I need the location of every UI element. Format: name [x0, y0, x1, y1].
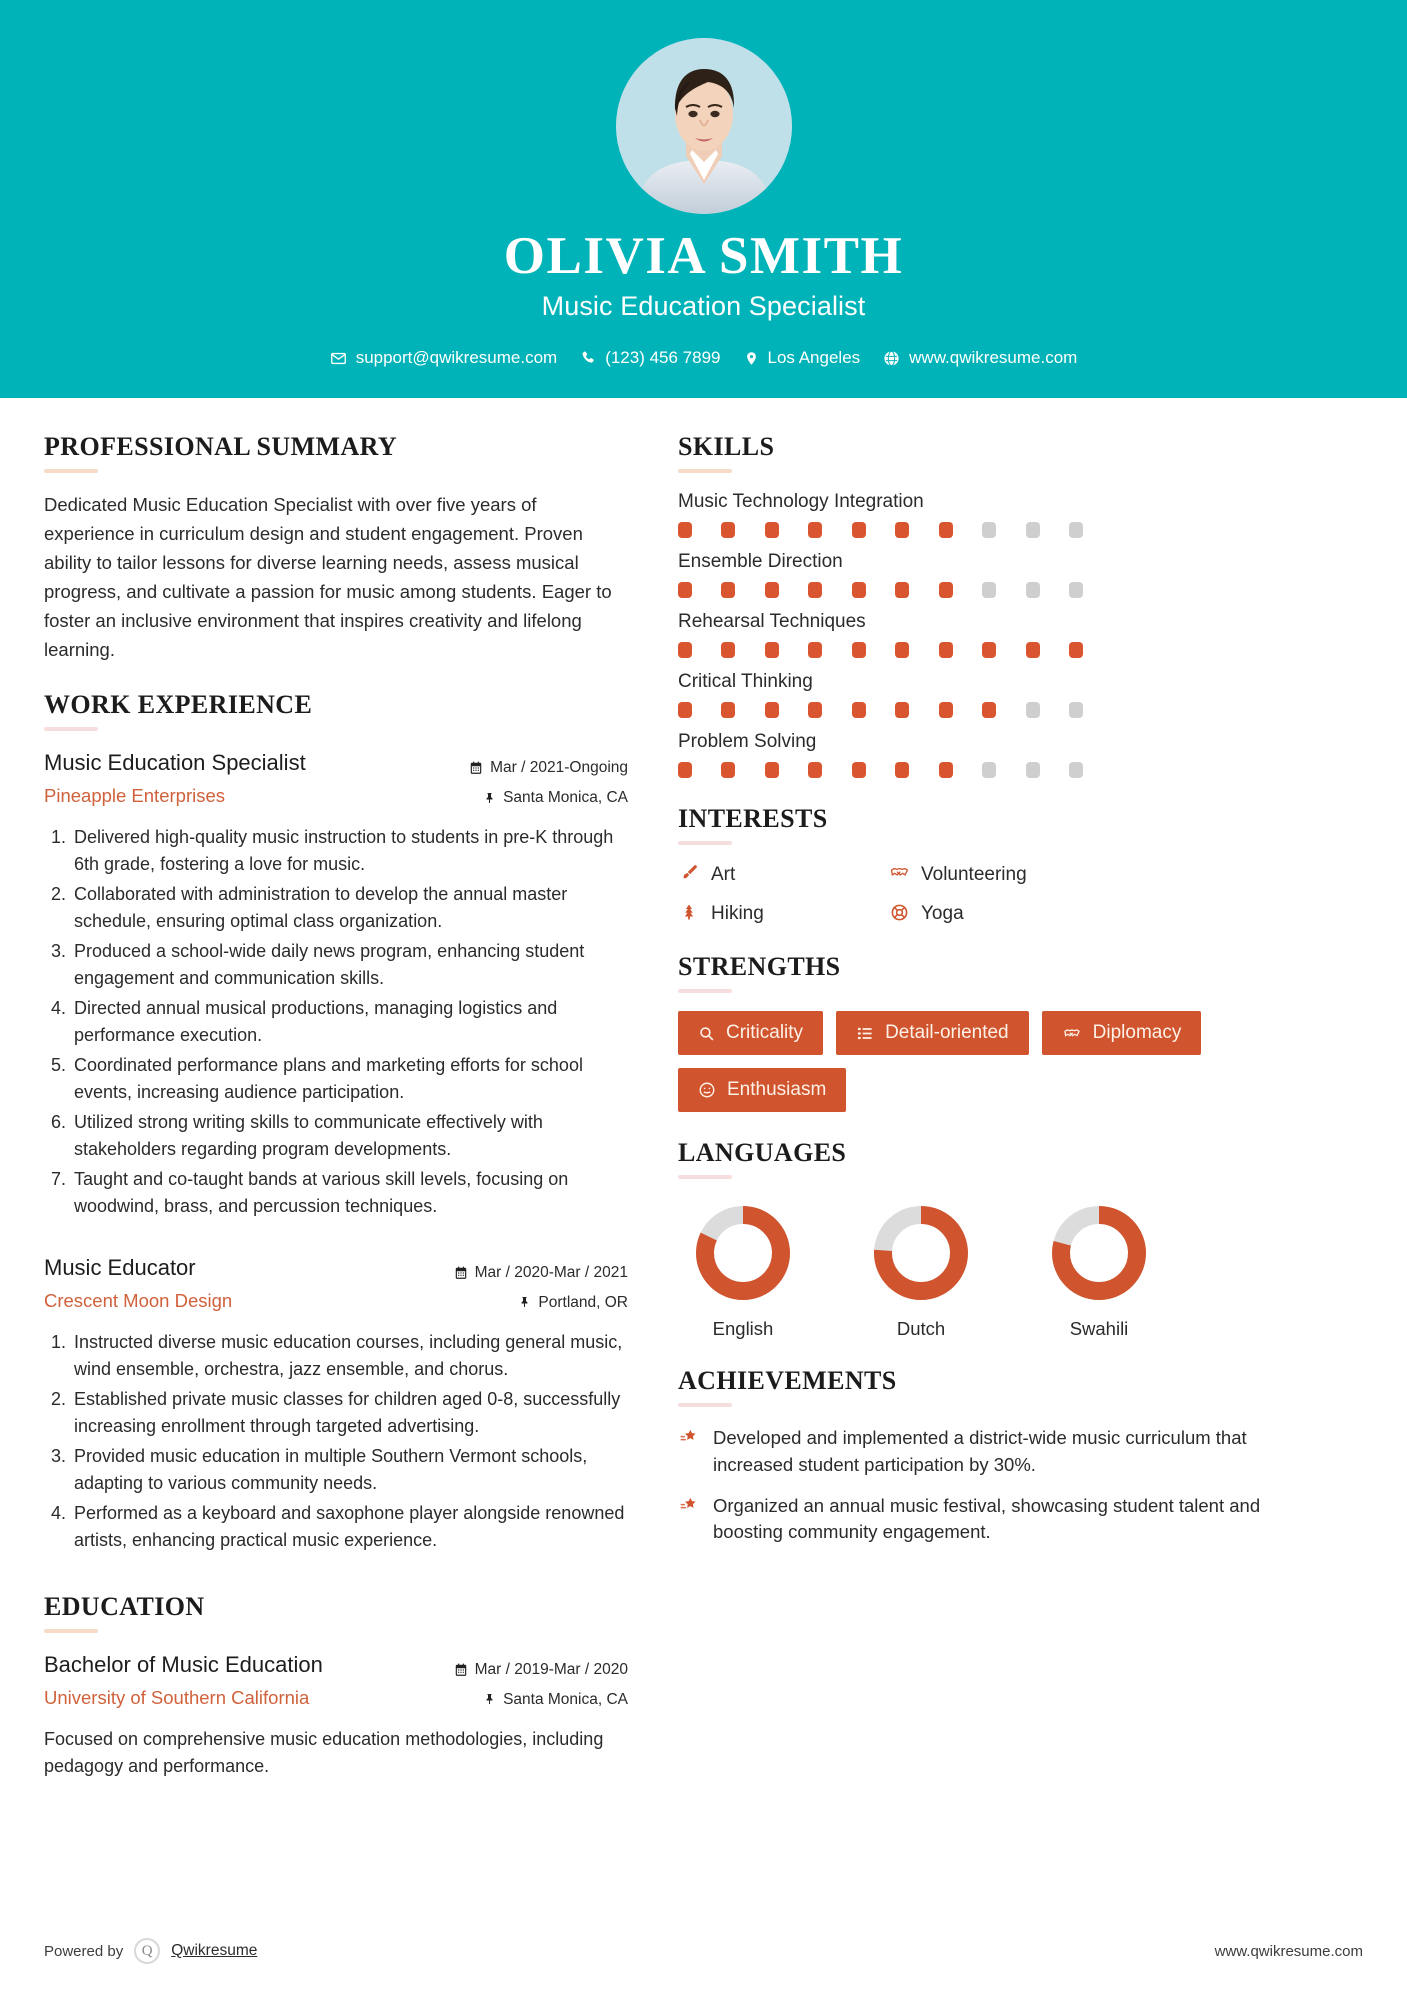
skill-dot: [678, 522, 692, 538]
skill-dot: [982, 762, 996, 778]
qwikresume-brand-link[interactable]: Qwikresume: [171, 1942, 258, 1959]
section-heading: WORK EXPERIENCE: [44, 690, 313, 720]
skill-dot: [1026, 582, 1040, 598]
education-dates-text: Mar / 2019-Mar / 2020: [474, 1661, 628, 1679]
pushpin-icon: [484, 791, 496, 805]
skill-dot: [678, 582, 692, 598]
interest-item: [678, 902, 888, 926]
skill-dot: [765, 762, 779, 778]
skill-label: Critical Thinking: [678, 671, 813, 693]
smiley-icon: [698, 1081, 716, 1099]
list-item: 1. Delivered high-quality music instruction to students in pre-K through 6th grade, fostering a love for music.: [71, 824, 628, 878]
section-skills: [678, 432, 1324, 778]
skill-dot: [982, 582, 996, 598]
work-role: Music Educator: [44, 1255, 196, 1281]
skill-label: Music Technology Integration: [678, 491, 924, 513]
contact-website[interactable]: [877, 348, 1083, 368]
section-heading: EDUCATION: [44, 1592, 205, 1622]
education-dates: [414, 1655, 628, 1684]
lifebuoy-icon: [888, 903, 910, 926]
skill-item: [678, 671, 1324, 718]
skill-dot: [765, 642, 779, 658]
skill-rating: [678, 762, 1083, 778]
work-role: Music Education Specialist: [44, 750, 306, 776]
skill-rating: [678, 702, 1083, 718]
section-heading: LANGUAGES: [678, 1138, 847, 1168]
strength-label: Detail-oriented: [885, 1022, 1009, 1044]
skill-dot: [895, 582, 909, 598]
list-item: 4. Directed annual musical productions, managing logistics and performance execution.: [71, 995, 628, 1049]
job-title: Music Education Specialist: [541, 291, 866, 322]
work-bullets: [44, 1329, 628, 1554]
strength-chip-diplomacy[interactable]: [1042, 1011, 1202, 1055]
language-donut: [1049, 1203, 1149, 1303]
skill-dot: [1069, 522, 1083, 538]
skill-dot: [939, 522, 953, 538]
skill-dot: [852, 642, 866, 658]
section-heading: INTERESTS: [678, 804, 828, 834]
right-column: [664, 432, 1324, 1908]
contact-location[interactable]: [738, 348, 867, 368]
handshake-icon: [888, 863, 910, 886]
skill-dot: [1069, 582, 1083, 598]
language-label: Swahili: [1069, 1318, 1129, 1340]
section-heading: ACHIEVEMENTS: [678, 1366, 897, 1396]
skill-dot: [982, 642, 996, 658]
strength-label: Diplomacy: [1092, 1022, 1182, 1044]
language-label: Dutch: [896, 1318, 946, 1340]
work-location-text: Santa Monica, CA: [503, 788, 628, 806]
resume-footer: [0, 1908, 1407, 1990]
skill-label: Ensemble Direction: [678, 551, 843, 573]
section-strengths: [678, 952, 1324, 1112]
star-badge-icon: [678, 1425, 700, 1453]
skill-dot: [895, 522, 909, 538]
calendar-icon: [454, 1663, 468, 1677]
list-item: 4. Performed as a keyboard and saxophone player alongside renowned artists, enhancing practical music experience.: [71, 1500, 628, 1554]
list-item: 6. Utilized strong writing skills to communicate effectively with stakeholders regarding program developments.: [71, 1109, 628, 1163]
skill-dot: [939, 702, 953, 718]
avatar: [616, 38, 792, 214]
education-description: Focused on comprehensive music education methodologies, including pedagogy and performance.: [44, 1729, 604, 1777]
work-entry: [44, 749, 628, 1220]
skill-dot: [1026, 762, 1040, 778]
skill-label: Problem Solving: [678, 731, 817, 753]
footer-url[interactable]: www.qwikresume.com: [1214, 1942, 1363, 1960]
list-icon: [856, 1025, 874, 1042]
section-heading: PROFESSIONAL SUMMARY: [44, 432, 398, 462]
work-company: Pineapple Enterprises: [44, 784, 225, 806]
section-interests: [678, 804, 1324, 926]
skill-dot: [808, 582, 822, 598]
calendar-icon: [469, 761, 483, 775]
skill-dot: [852, 522, 866, 538]
powered-by: [44, 1938, 257, 1964]
skill-dot: [808, 642, 822, 658]
skill-dot: [982, 522, 996, 538]
skill-item: [678, 491, 1324, 538]
skill-dot: [765, 522, 779, 538]
strength-label: Enthusiasm: [727, 1079, 827, 1101]
avatar-photo: [616, 38, 792, 214]
skill-dot: [895, 702, 909, 718]
language-donut: [693, 1203, 793, 1303]
achievement-item: [678, 1493, 1324, 1546]
map-pin-icon: [744, 350, 759, 367]
list-item: 3. Produced a school-wide daily news program, enhancing student engagement and communication skills.: [71, 938, 628, 992]
list-item: 3. Provided music education in multiple Southern Vermont schools, adapting to various community needs.: [71, 1443, 628, 1497]
skill-dot: [895, 642, 909, 658]
interests-grid: [678, 863, 1324, 926]
skill-item: [678, 551, 1324, 598]
skill-dot: [939, 642, 953, 658]
skill-dot: [852, 582, 866, 598]
left-column: [44, 432, 664, 1908]
contact-email-text: support@qwikresume.com: [355, 348, 558, 368]
skill-dot: [1069, 642, 1083, 658]
interest-label: Art: [711, 863, 736, 885]
education-school: University of Southern California: [44, 1686, 310, 1708]
section-work-experience: [44, 690, 628, 1554]
skill-dot: [721, 582, 735, 598]
pushpin-icon: [484, 1692, 496, 1706]
section-rule: [44, 727, 98, 731]
skill-dot: [1026, 522, 1040, 538]
work-bullets: [44, 824, 628, 1220]
contact-bar: [0, 348, 1407, 368]
section-rule: [678, 841, 732, 845]
skill-dot: [678, 702, 692, 718]
work-location: [414, 1288, 628, 1317]
summary-text: Dedicated Music Education Specialist with over five years of experience in curriculum design and student engagement. Proven ability to tailor lessons for diverse learning needs, assess musical progress, and cultivate a passion for music among students. Eager to foster an inclusive environment that inspires creativity and lifelong learning.: [44, 494, 612, 660]
skill-dot: [852, 762, 866, 778]
phone-icon: [580, 350, 596, 366]
skill-dot: [678, 762, 692, 778]
achievement-text: Developed and implemented a district-wide music curriculum that increased student participation by 30%.: [713, 1427, 1247, 1475]
skill-dot: [1069, 702, 1083, 718]
section-rule: [678, 1175, 732, 1179]
list-item: 1. Instructed diverse music education courses, including general music, wind ensemble, orchestra, jazz ensemble, and chorus.: [71, 1329, 628, 1383]
work-location: [414, 783, 628, 812]
skill-dot: [721, 762, 735, 778]
skill-dot: [1026, 702, 1040, 718]
skill-dot: [808, 702, 822, 718]
globe-icon: [883, 350, 900, 367]
achievement-item: [678, 1425, 1324, 1478]
resume-body: [0, 398, 1407, 1908]
language-item: [678, 1203, 808, 1340]
section-languages: [678, 1138, 1324, 1340]
section-rule: [678, 989, 732, 993]
skill-dot: [939, 762, 953, 778]
skill-dot: [852, 702, 866, 718]
interest-item: [888, 863, 1324, 886]
handshake-icon: [1062, 1025, 1082, 1042]
skill-dot: [721, 702, 735, 718]
section-achievements: [678, 1366, 1324, 1545]
skill-dot: [721, 522, 735, 538]
education-degree: Bachelor of Music Education: [44, 1652, 323, 1678]
section-education: [44, 1592, 628, 1780]
envelope-icon: [330, 350, 347, 367]
interest-label: Yoga: [921, 903, 964, 925]
strength-chip-detail-oriented[interactable]: [836, 1011, 1029, 1055]
work-dates-text: Mar / 2021-Ongoing: [490, 759, 628, 777]
achievement-text: Organized an annual music festival, showcasing student talent and boosting community engagement.: [713, 1494, 1261, 1543]
education-location-text: Santa Monica, CA: [503, 1690, 628, 1708]
section-heading: SKILLS: [678, 432, 775, 462]
skill-dot: [765, 702, 779, 718]
languages-list: [678, 1197, 1324, 1340]
strengths-list: [678, 1011, 1324, 1112]
contact-website-text: www.qwikresume.com: [909, 348, 1078, 368]
work-location-text: Portland, OR: [538, 1293, 628, 1311]
contact-phone[interactable]: [574, 348, 726, 368]
language-label: English: [712, 1318, 774, 1340]
list-item: 2. Established private music classes for children aged 0-8, successfully increasing enrollment through targeted advertising.: [71, 1386, 628, 1440]
skill-dot: [1026, 642, 1040, 658]
work-dates: [414, 753, 628, 782]
interest-item: [888, 902, 1324, 926]
skill-item: [678, 611, 1324, 658]
strength-label: Criticality: [726, 1022, 804, 1044]
skill-rating: [678, 642, 1083, 658]
resume-header: [0, 0, 1407, 398]
calendar-icon: [454, 1266, 468, 1280]
skill-dot: [721, 642, 735, 658]
section-professional-summary: [44, 432, 628, 664]
interest-item: [678, 863, 888, 886]
skill-dot: [939, 582, 953, 598]
section-rule: [678, 1403, 732, 1407]
qwikresume-logo-icon: Q: [134, 1938, 160, 1964]
strength-chip-criticality[interactable]: [678, 1011, 823, 1055]
section-rule: [44, 469, 98, 473]
skill-dot: [982, 702, 996, 718]
education-entry: [44, 1651, 628, 1780]
list-item: 5. Coordinated performance plans and marketing efforts for school events, increasing audience participation.: [71, 1052, 628, 1106]
paintbrush-icon: [678, 863, 700, 886]
language-donut: [871, 1203, 971, 1303]
page-title: OLIVIA SMITH: [503, 227, 904, 285]
skill-dot: [808, 522, 822, 538]
work-entry: [44, 1254, 628, 1554]
skill-rating: [678, 582, 1083, 598]
section-heading: STRENGTHS: [678, 952, 841, 982]
pushpin-icon: [519, 1295, 531, 1309]
skill-dot: [808, 762, 822, 778]
language-item: [1034, 1203, 1164, 1340]
work-dates-text: Mar / 2020-Mar / 2021: [474, 1264, 628, 1282]
interest-label: Volunteering: [921, 863, 1027, 885]
list-item: 7. Taught and co-taught bands at various skill levels, focusing on woodwind, brass, and percussion techniques.: [71, 1166, 628, 1220]
contact-phone-text: (123) 456 7899: [605, 348, 721, 368]
section-rule: [44, 1629, 98, 1633]
skill-dot: [678, 642, 692, 658]
strength-chip-enthusiasm[interactable]: [678, 1068, 846, 1112]
skill-dot: [1069, 762, 1083, 778]
skills-list: [678, 491, 1324, 778]
interest-label: Hiking: [711, 903, 764, 925]
skill-label: Rehearsal Techniques: [678, 611, 866, 633]
skill-item: [678, 731, 1324, 778]
skill-dot: [765, 582, 779, 598]
magnifier-icon: [698, 1025, 715, 1042]
section-rule: [678, 469, 732, 473]
skill-dot: [895, 762, 909, 778]
powered-by-label: Powered by: [44, 1942, 124, 1960]
contact-location-text: Los Angeles: [767, 348, 861, 368]
contact-email[interactable]: [324, 348, 564, 368]
skill-rating: [678, 522, 1083, 538]
work-dates: [414, 1258, 628, 1287]
language-item: [856, 1203, 986, 1340]
education-location: [414, 1685, 628, 1714]
work-company: Crescent Moon Design: [44, 1289, 233, 1311]
tree-icon: [678, 902, 700, 926]
star-badge-icon: [678, 1493, 700, 1521]
list-item: 2. Collaborated with administration to develop the annual master schedule, ensuring optimal class organization.: [71, 881, 628, 935]
